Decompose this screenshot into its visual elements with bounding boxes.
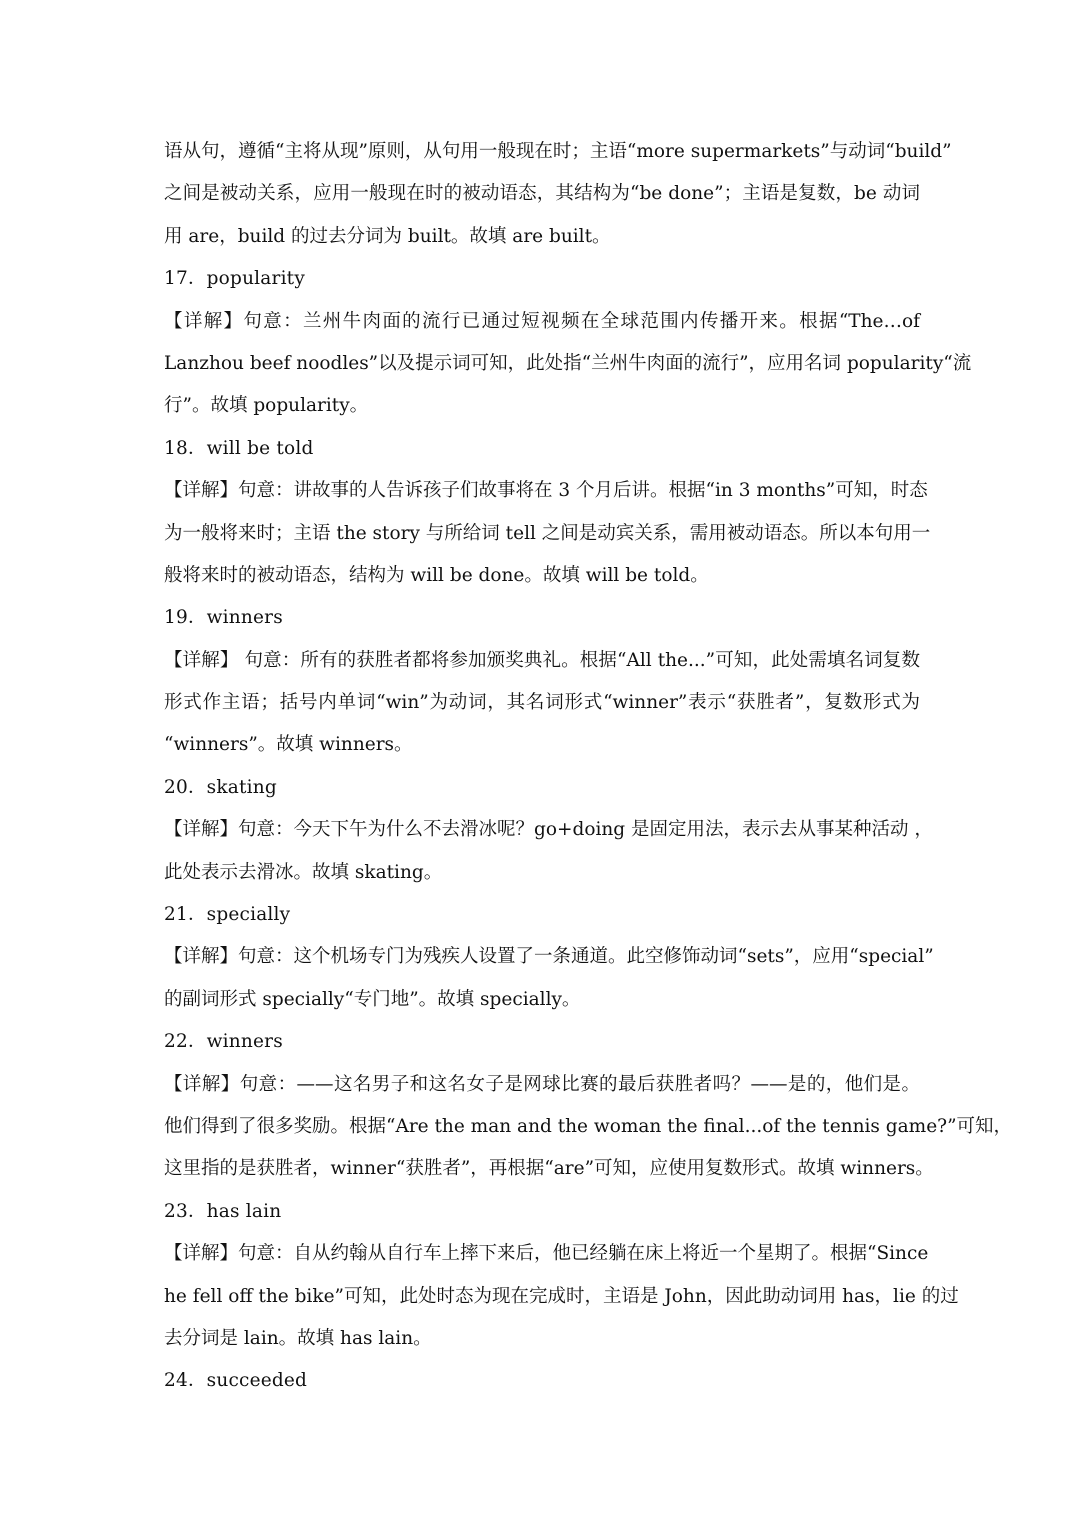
explanation-line: 之间是被动关系，应用一般现在时的被动语态，其结构为“be done”；主语是复数，be 动词	[164, 183, 920, 205]
explanation-line: 语从句，遵循“主将从现”原则，从句用一般现在时；主语“more supermarkets”与动词“build”	[164, 141, 952, 162]
answer-heading: 23．has lain	[164, 1200, 282, 1222]
document-page	[164, 131, 1013, 1403]
explanation-line: 此处表示去滑冰。故填 skating。	[164, 861, 443, 883]
answer-heading: 20．skating	[164, 776, 277, 798]
explanation-line: 的副词形式 specially“专门地”。故填 specially。	[164, 988, 581, 1010]
explanation-line: 这里指的是获胜者，winner“获胜者”，再根据“are”可知，应使用复数形式。故填 winners。	[164, 1158, 934, 1180]
answer-heading: 19．winners	[164, 607, 283, 629]
answer-heading: 24．succeeded	[164, 1370, 308, 1392]
explanation-line: 【详解】 句意：所有的获胜者都将参加颁奖典礼。根据“All the...”可知，此处需填名词复数	[164, 649, 920, 671]
explanation-line: 他们得到了很多奖励。根据“Are the man and the woman the final...of the tennis game?”可知，	[164, 1115, 1013, 1137]
explanation-line: 【详解】句意：——这名男子和这名女子是网球比赛的最后获胜者吗？——是的，他们是。	[164, 1073, 920, 1095]
explanation-line: he fell off the bike”可知，此处时态为现在完成时，主语是 John，因此助动词用 has，lie 的过	[164, 1285, 959, 1307]
answer-heading: 22．winners	[164, 1031, 283, 1053]
answer-heading: 17．popularity	[164, 268, 305, 290]
explanation-line: 【详解】句意：这个机场专门为残疾人设置了一条通道。此空修饰动词“sets”，应用“special”	[164, 946, 934, 968]
explanation-line: 【详解】句意：自从约翰从自行车上摔下来后，他已经躺在床上将近一个星期了。根据“Since	[164, 1243, 929, 1265]
explanation-line: 【详解】句意：讲故事的人告诉孩子们故事将在 3 个月后讲。根据“in 3 months”可知，时态	[164, 480, 928, 502]
explanation-line: 【详解】句意：兰州牛肉面的流行已通过短视频在全球范围内传播开来。根据“The…of	[164, 310, 920, 332]
explanation-line: 为一般将来时；主语 the story 与所给词 tell 之间是动宾关系，需用被动语态。所以本句用一	[164, 522, 931, 544]
answer-heading: 21．specially	[164, 904, 291, 926]
explanation-line: 般将来时的被动语态，结构为 will be done。故填 will be told。	[164, 564, 709, 586]
answer-heading: 18．will be told	[164, 437, 314, 459]
explanation-line: 去分词是 lain。故填 has lain。	[164, 1327, 432, 1349]
explanation-line: 【详解】句意：今天下午为什么不去滑冰呢？go+doing 是固定用法，表示去从事某种活动 ，	[164, 819, 933, 841]
explanation-line: “winners”。故填 winners。	[164, 734, 413, 756]
explanation-line: 形式作主语；括号内单词“win”为动词，其名词形式“winner”表示“获胜者”，复数形式为	[164, 692, 920, 714]
explanation-line: 行”。故填 popularity。	[164, 395, 369, 417]
explanation-line: Lanzhou beef noodles”以及提示词可知，此处指“兰州牛肉面的流行”，应用名词 popularity“流	[164, 352, 972, 374]
explanation-line: 用 are，build 的过去分词为 built。故填 are built。	[164, 225, 611, 247]
